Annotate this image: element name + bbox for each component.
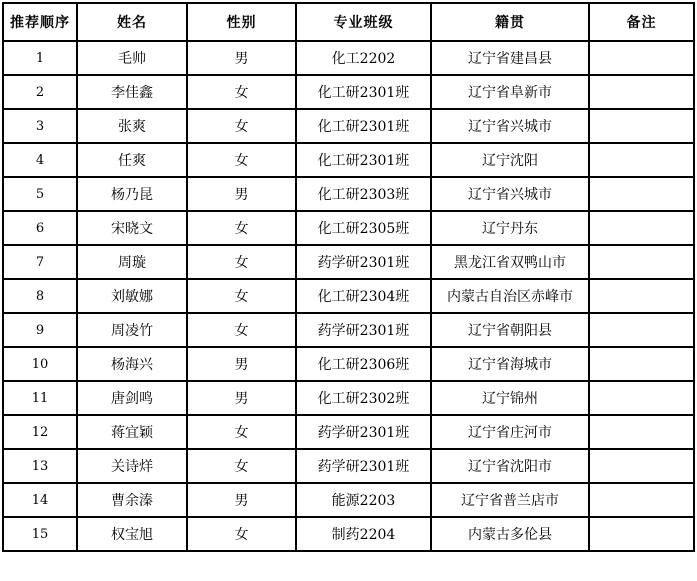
cell-class: 化工2202 [296, 41, 431, 75]
table-row [3, 245, 694, 279]
cell-name: 关诗烊 [77, 449, 187, 483]
cell-order: 10 [3, 347, 77, 381]
cell-hometown: 内蒙古自治区赤峰市 [431, 279, 589, 313]
cell-gender: 男 [187, 347, 296, 381]
cell-name: 蒋宜颖 [77, 415, 187, 449]
cell-name: 周璇 [77, 245, 187, 279]
cell-remark [589, 75, 694, 109]
cell-name: 刘敏娜 [77, 279, 187, 313]
table-header [3, 3, 694, 41]
cell-order: 7 [3, 245, 77, 279]
column-header-order: 推荐顺序 [3, 3, 77, 41]
cell-hometown: 辽宁省兴城市 [431, 109, 589, 143]
cell-remark [589, 211, 694, 245]
column-header-class: 专业班级 [296, 3, 431, 41]
cell-gender: 男 [187, 177, 296, 211]
cell-name: 宋晓文 [77, 211, 187, 245]
cell-hometown: 辽宁沈阳 [431, 143, 589, 177]
table-row [3, 415, 694, 449]
cell-order: 12 [3, 415, 77, 449]
cell-name: 杨乃昆 [77, 177, 187, 211]
cell-order: 13 [3, 449, 77, 483]
cell-remark [589, 41, 694, 75]
cell-name: 周凌竹 [77, 313, 187, 347]
cell-gender: 女 [187, 109, 296, 143]
cell-name: 张爽 [77, 109, 187, 143]
column-header-name: 姓名 [77, 3, 187, 41]
table-row [3, 41, 694, 75]
table-row [3, 313, 694, 347]
cell-name: 曹余溱 [77, 483, 187, 517]
table-row [3, 143, 694, 177]
cell-class: 化工研2301班 [296, 109, 431, 143]
table-row [3, 177, 694, 211]
cell-remark [589, 381, 694, 415]
cell-order: 3 [3, 109, 77, 143]
table-row [3, 75, 694, 109]
cell-gender: 女 [187, 313, 296, 347]
column-header-remark: 备注 [589, 3, 694, 41]
cell-class: 药学研2301班 [296, 449, 431, 483]
cell-gender: 男 [187, 483, 296, 517]
cell-class: 药学研2301班 [296, 415, 431, 449]
cell-remark [589, 313, 694, 347]
cell-order: 9 [3, 313, 77, 347]
cell-order: 5 [3, 177, 77, 211]
cell-remark [589, 517, 694, 551]
cell-remark [589, 143, 694, 177]
cell-order: 6 [3, 211, 77, 245]
cell-hometown: 辽宁省朝阳县 [431, 313, 589, 347]
cell-order: 4 [3, 143, 77, 177]
cell-class: 制药2204 [296, 517, 431, 551]
table-row [3, 347, 694, 381]
cell-remark [589, 109, 694, 143]
column-header-hometown: 籍贯 [431, 3, 589, 41]
table-row [3, 449, 694, 483]
cell-hometown: 辽宁省建昌县 [431, 41, 589, 75]
cell-class: 化工研2302班 [296, 381, 431, 415]
cell-order: 14 [3, 483, 77, 517]
cell-order: 11 [3, 381, 77, 415]
table-row [3, 381, 694, 415]
header-row [3, 3, 694, 41]
cell-gender: 女 [187, 415, 296, 449]
cell-remark [589, 415, 694, 449]
cell-name: 毛帅 [77, 41, 187, 75]
cell-gender: 女 [187, 449, 296, 483]
cell-hometown: 辽宁省普兰店市 [431, 483, 589, 517]
cell-gender: 男 [187, 381, 296, 415]
column-header-gender: 性别 [187, 3, 296, 41]
cell-remark [589, 347, 694, 381]
cell-class: 药学研2301班 [296, 313, 431, 347]
table-row [3, 211, 694, 245]
cell-class: 化工研2306班 [296, 347, 431, 381]
cell-order: 1 [3, 41, 77, 75]
cell-class: 化工研2301班 [296, 75, 431, 109]
cell-order: 8 [3, 279, 77, 313]
table-row [3, 517, 694, 551]
cell-hometown: 辽宁锦州 [431, 381, 589, 415]
student-roster-table [2, 2, 695, 552]
cell-hometown: 辽宁省海城市 [431, 347, 589, 381]
cell-gender: 女 [187, 517, 296, 551]
cell-gender: 女 [187, 211, 296, 245]
cell-hometown: 黑龙江省双鸭山市 [431, 245, 589, 279]
cell-order: 15 [3, 517, 77, 551]
cell-order: 2 [3, 75, 77, 109]
table-body [3, 41, 694, 551]
cell-name: 任爽 [77, 143, 187, 177]
cell-class: 化工研2303班 [296, 177, 431, 211]
cell-class: 化工研2305班 [296, 211, 431, 245]
cell-name: 杨海兴 [77, 347, 187, 381]
cell-name: 李佳鑫 [77, 75, 187, 109]
cell-class: 能源2203 [296, 483, 431, 517]
cell-remark [589, 449, 694, 483]
cell-name: 唐剑鸣 [77, 381, 187, 415]
cell-gender: 男 [187, 41, 296, 75]
cell-class: 化工研2304班 [296, 279, 431, 313]
cell-class: 化工研2301班 [296, 143, 431, 177]
table-row [3, 279, 694, 313]
cell-gender: 女 [187, 143, 296, 177]
table-row [3, 109, 694, 143]
cell-class: 药学研2301班 [296, 245, 431, 279]
cell-gender: 女 [187, 279, 296, 313]
cell-hometown: 辽宁丹东 [431, 211, 589, 245]
cell-hometown: 辽宁省庄河市 [431, 415, 589, 449]
cell-name: 权宝旭 [77, 517, 187, 551]
cell-gender: 女 [187, 245, 296, 279]
cell-remark [589, 279, 694, 313]
cell-hometown: 辽宁省沈阳市 [431, 449, 589, 483]
cell-hometown: 辽宁省兴城市 [431, 177, 589, 211]
cell-hometown: 内蒙古多伦县 [431, 517, 589, 551]
cell-remark [589, 483, 694, 517]
cell-hometown: 辽宁省阜新市 [431, 75, 589, 109]
table-row [3, 483, 694, 517]
cell-remark [589, 245, 694, 279]
cell-remark [589, 177, 694, 211]
cell-gender: 女 [187, 75, 296, 109]
